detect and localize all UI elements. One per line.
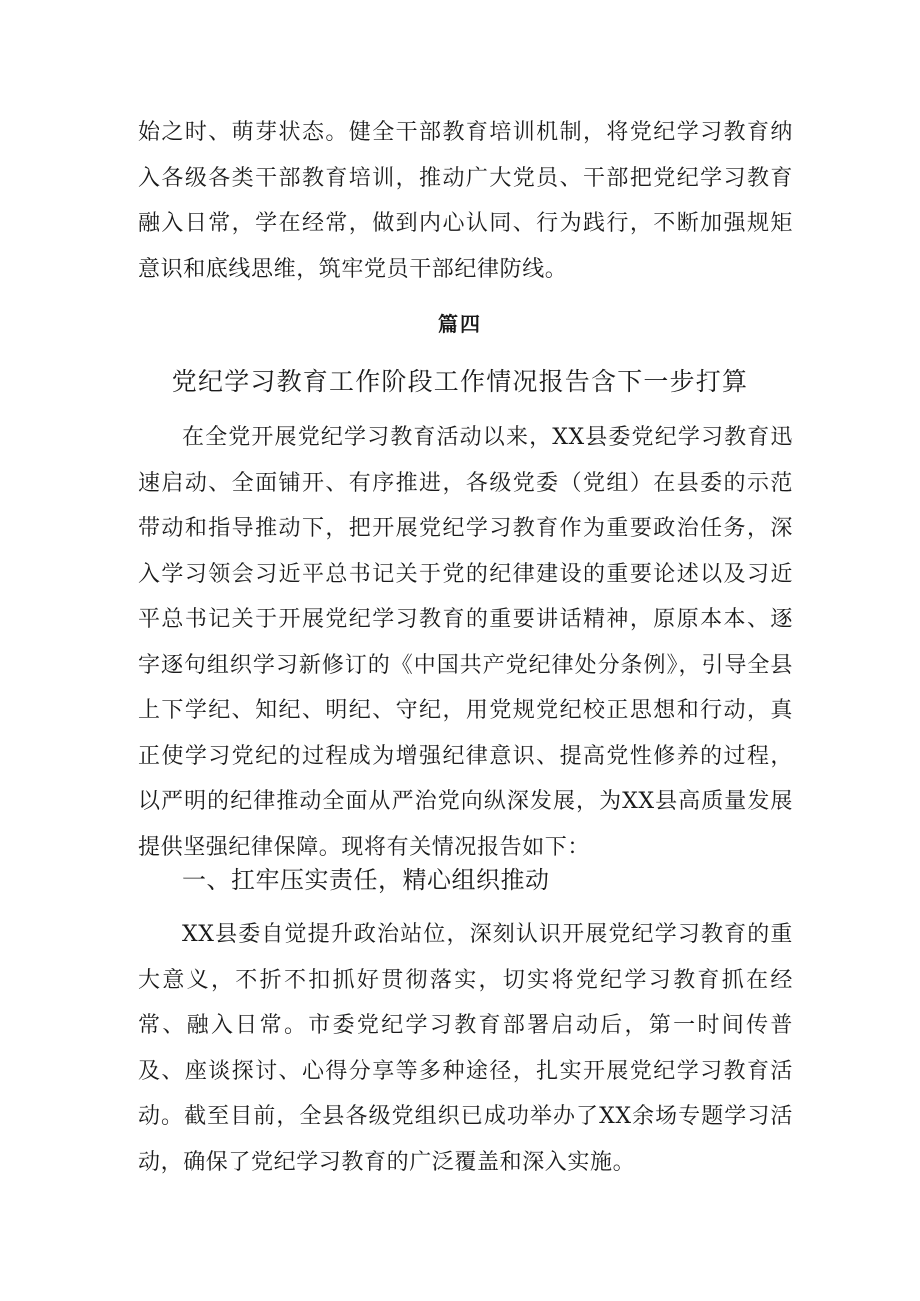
document-title: 党纪学习教育工作阶段工作情况报告含下一步打算 [171,367,749,396]
section-1-paragraph: XX县委自觉提升政治站位，深刻认识开展党纪学习教育的重大意义，不折不扣抓好贯彻落实，切实将党纪学习教育抓在经常、融入日常。市委党纪学习教育部署启动后，第一时间传普及、座谈探讨、心得分享等多种途径，扎实开展党纪学习教育活动。截至目前，全县各级党组织已成功举办了XX余场专题学习活动，确保了党纪学习教育的广泛覆盖和深入实施。 [138,922,793,1175]
section-label: 篇四 [438,312,482,336]
continued-paragraph: 始之时、萌芽状态。健全干部教育培训机制，将党纪学习教育纳入各级各类干部教育培训，推动广大党员、干部把党纪学习教育融入日常，学在经常，做到内心认同、行为践行，不断加强规矩意识和底线思维，筑牢党员干部纪律防线。 [138,120,793,282]
section-heading-1: 一、扛牢压实责任，精心组织推动 [182,866,550,894]
intro-paragraph: 在全党开展党纪学习教育活动以来，XX县委党纪学习教育迅速启动、全面铺开、有序推进，各级党委（党组）在县委的示范带动和指导推动下，把开展党纪学习教育作为重要政治任务，深入学习领会习近平总书记关于党的纪律建设的重要论述以及习近平总书记关于开展党纪学习教育的重要讲话精神，原原本本、逐字逐句组织学习新修订的《中国共产党纪律处分条例》，引导全县上下学纪、知纪、明纪、守纪，用党规党纪校正思想和行动，真正使学习党纪的过程成为增强纪律意识、提高党性修养的过程，以严明的纪律推动全面从严治党向纵深发展，为XX县高质量发展提供坚强纪律保障。现将有关情况报告如下： [138,425,793,860]
